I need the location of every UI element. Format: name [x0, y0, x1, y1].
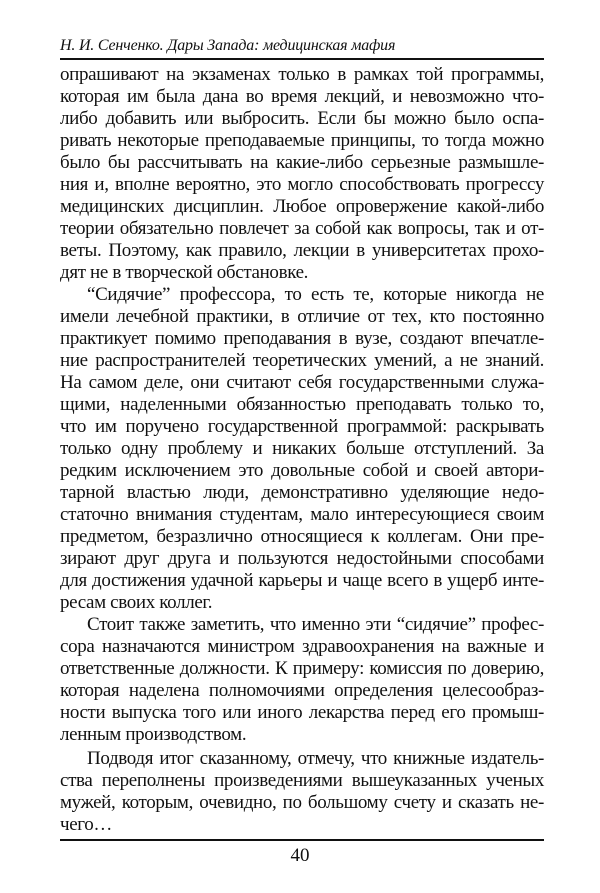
text-line: На самом деле, они считают себя государственными служа- — [60, 372, 544, 393]
text-line: дят не в творческой обстановке. — [60, 262, 309, 283]
text-line: ности выпуска того или иного лекарства перед его промыш- — [60, 702, 544, 723]
page-number: 40 — [290, 845, 310, 866]
paragraph-2 — [60, 284, 544, 614]
text-line: ния и, вполне вероятно, это могло способствовать прогрессу — [60, 174, 544, 195]
text-line: предметом, безразлично относящиеся к коллегам. Они пре- — [60, 526, 544, 547]
text-line: тарной властью люди, демонстративно уделяющие недо- — [60, 482, 544, 503]
text-line: ривать некоторые преподаваемые принципы, то тогда можно — [60, 130, 544, 151]
text-line: редким исключением это довольные собой и своей автори- — [60, 460, 544, 481]
text-line: практикует помимо преподавания в вузе, создают впечатле- — [60, 328, 544, 349]
text-line: теории обязательно повлечет за собой как вопросы, так и от- — [60, 218, 544, 239]
text-line: для достижения удачной карьеры и чаще всего в ущерб инте- — [60, 570, 544, 591]
text-line: ресам своих коллег. — [60, 592, 213, 613]
text-line: Подводя итог сказанному, отмечу, что книжные издатель- — [87, 748, 544, 769]
text-line: опрашивают на экзаменах только в рамках той программы, — [60, 64, 544, 85]
paragraph-1 — [60, 64, 544, 284]
text-line: сора назначаются министром здравоохранения на важные и — [60, 636, 544, 657]
footer-rule — [60, 839, 544, 841]
header-rule — [60, 58, 544, 60]
text-line: было бы рассчитывать на какие-либо серьезные размышле- — [60, 152, 544, 173]
text-line: веты. Поэтому, как правило, лекции в университетах прохо- — [60, 240, 544, 261]
paragraph-4 — [60, 748, 544, 836]
running-header: Н. И. Сенченко. Дары Запада: медицинская мафия — [60, 37, 396, 54]
text-line: что им поручено государственной программой: раскрывать — [60, 416, 544, 437]
text-line: ние распространителей теоретических умений, а не знаний. — [60, 350, 544, 371]
text-line: ответственные должности. К примеру: комиссия по доверию, — [60, 658, 544, 679]
body-text — [60, 64, 544, 836]
text-line: ленным производством. — [60, 724, 247, 745]
paragraph-3 — [60, 614, 544, 746]
text-line: зирают друг друга и пользуются недостойными способами — [60, 548, 544, 569]
text-line: только одну проблему и никаких больше отступлений. За — [60, 438, 544, 459]
text-line: которая им была дана во время лекций, и невозможно что- — [60, 86, 544, 107]
text-line: Стоит также заметить, что именно эти “сидячие” профес- — [87, 614, 544, 635]
text-line: щими, наделенными обязанностью преподавать только то, — [60, 394, 544, 415]
text-line: “Сидячие” профессора, то есть те, которые никогда не — [87, 284, 544, 305]
text-line: чего… — [60, 814, 113, 835]
text-line: ства переполнены произведениями вышеуказанных ученых — [60, 770, 544, 791]
text-line: имели лечебной практики, в отличие от тех, кто постоянно — [60, 306, 544, 327]
text-line: либо добавить или выбросить. Если бы можно было оспа- — [60, 108, 544, 129]
text-line: которая наделена полномочиями определения целесообраз- — [60, 680, 544, 701]
text-line: статочно внимания студентам, мало интересующиеся своим — [60, 504, 544, 525]
text-line: мужей, которым, очевидно, по большому счету и сказать не- — [60, 792, 544, 813]
text-line: медицинских дисциплин. Любое опровержение какой-либо — [60, 196, 544, 217]
